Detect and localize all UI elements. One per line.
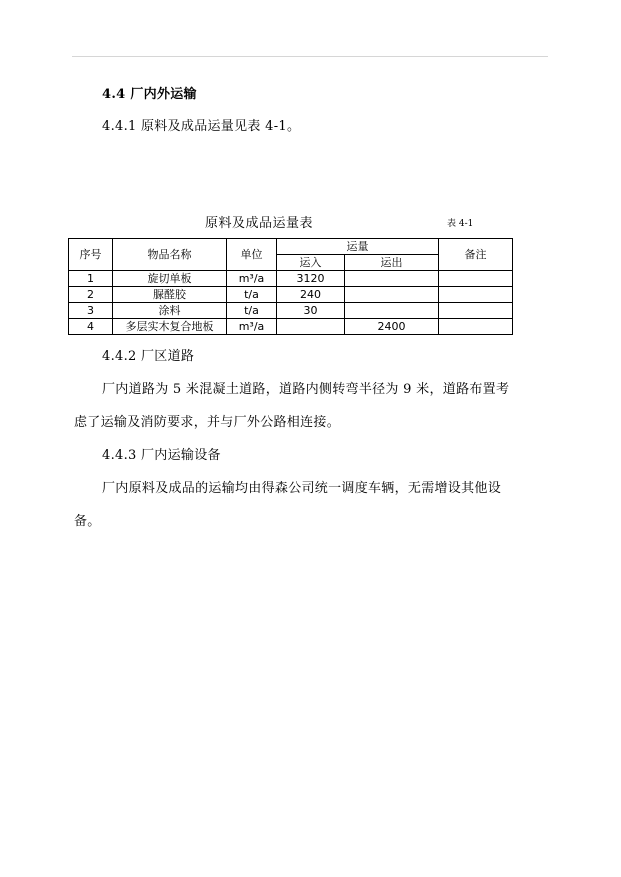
cell-out: [345, 271, 439, 287]
table-header-row: [69, 239, 513, 255]
cell-name: 多层实木复合地板: [113, 319, 227, 335]
table-row: [69, 271, 513, 287]
table-title: 原料及成品运量表: [205, 216, 314, 231]
cell-out: [345, 303, 439, 319]
cell-seq: 3: [69, 303, 113, 319]
header-volume: 运量: [277, 239, 439, 255]
cell-remark: [439, 271, 513, 287]
cell-name: 旋切单板: [113, 271, 227, 287]
cell-out: [345, 287, 439, 303]
cell-seq: 1: [69, 271, 113, 287]
header-remark: 备注: [439, 239, 513, 271]
cell-unit: m³/a: [227, 271, 277, 287]
table-row: [69, 287, 513, 303]
cell-remark: [439, 319, 513, 335]
cell-unit: t/a: [227, 287, 277, 303]
cell-name: 涂料: [113, 303, 227, 319]
cell-unit: m³/a: [227, 319, 277, 335]
header-name: 物品名称: [113, 239, 227, 271]
cell-in: 30: [277, 303, 345, 319]
cell-remark: [439, 287, 513, 303]
cell-name: 脲醛胶: [113, 287, 227, 303]
cell-out: 2400: [345, 319, 439, 335]
cell-in: [277, 319, 345, 335]
cell-seq: 2: [69, 287, 113, 303]
equipment-paragraph-line: 厂内原料及成品的运输均由得森公司统一调度车辆，无需增设其他设: [102, 481, 502, 496]
page-header-rule: [72, 56, 548, 57]
equipment-paragraph-line: 备。: [74, 514, 101, 529]
table-number: 表 4-1: [447, 219, 474, 229]
cell-remark: [439, 303, 513, 319]
cell-seq: 4: [69, 319, 113, 335]
table-row: [69, 319, 513, 335]
cell-in: 240: [277, 287, 345, 303]
freight-volume-table: [68, 238, 513, 335]
header-out: 运出: [345, 255, 439, 271]
section-heading: 4.4 厂内外运输: [102, 87, 197, 102]
table-row: [69, 303, 513, 319]
subsection-4-4-1: 4.4.1 原料及成品运量见表 4-1。: [102, 119, 301, 134]
subsection-4-4-2: 4.4.2 厂区道路: [102, 349, 195, 364]
header-seq: 序号: [69, 239, 113, 271]
cell-in: 3120: [277, 271, 345, 287]
cell-unit: t/a: [227, 303, 277, 319]
subsection-4-4-3: 4.4.3 厂内运输设备: [102, 448, 221, 463]
road-paragraph-line: 虑了运输及消防要求，并与厂外公路相连接。: [74, 415, 341, 430]
road-paragraph-line: 厂内道路为 5 米混凝土道路，道路内侧转弯半径为 9 米，道路布置考: [102, 382, 510, 397]
header-unit: 单位: [227, 239, 277, 271]
header-in: 运入: [277, 255, 345, 271]
